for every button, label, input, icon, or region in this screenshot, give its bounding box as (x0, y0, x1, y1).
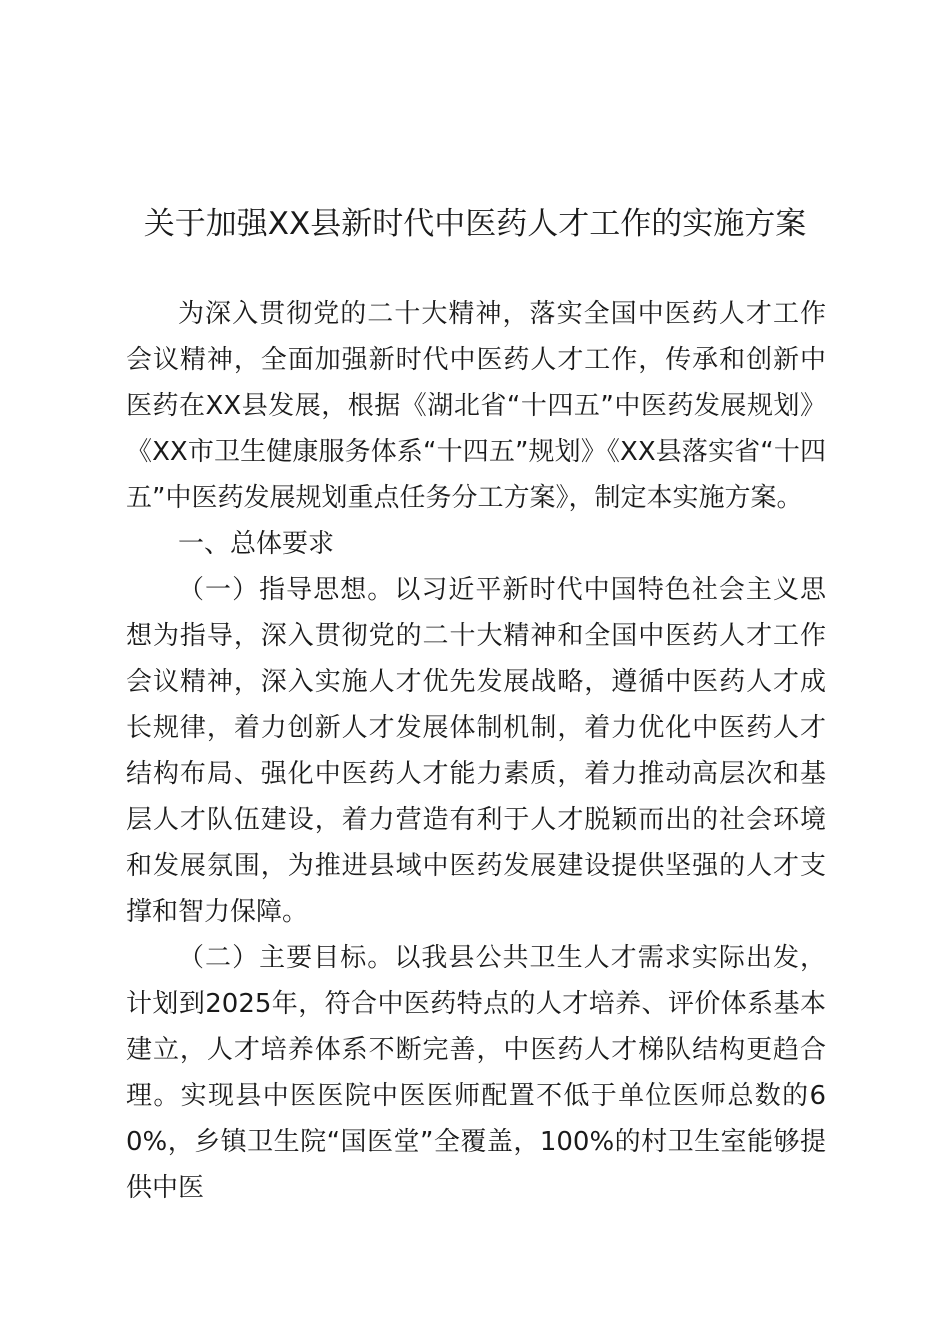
document-body (126, 291, 826, 1211)
document-title: 关于加强XX县新时代中医药人才工作的实施方案 (143, 206, 807, 242)
main-goals-paragraph: （二）主要目标。以我县公共卫生人才需求实际出发，计划到2025年，符合中医药特点的人才培养、评价体系基本建立，人才培养体系不断完善，中医药人才梯队结构更趋合理。实现县中医医院中医医师配置不低于单位医师总数的60%，乡镇卫生院“国医堂”全覆盖，100%的村卫生室能够提供中医 (126, 943, 826, 1203)
guiding-ideology-paragraph: （一）指导思想。以习近平新时代中国特色社会主义思想为指导，深入贯彻党的二十大精神和全国中医药人才工作会议精神，深入实施人才优先发展战略，遵循中医药人才成长规律，着力创新人才发展体制机制，着力优化中医药人才结构布局、强化中医药人才能力素质，着力推动高层次和基层人才队伍建设，着力营造有利于人才脱颖而出的社会环境和发展氛围，为推进县域中医药发展建设提供坚强的人才支撑和智力保障。 (126, 575, 826, 927)
section-heading-general-requirements: 一、总体要求 (178, 529, 335, 559)
intro-paragraph: 为深入贯彻党的二十大精神，落实全国中医药人才工作会议精神，全面加强新时代中医药人才工作，传承和创新中医药在XX县发展，根据《湖北省“十四五”中医药发展规划》《XX市卫生健康服务体系“十四五”规划》《XX县落实省“十四五”中医药发展规划重点任务分工方案》，制定本实施方案。 (126, 299, 826, 513)
